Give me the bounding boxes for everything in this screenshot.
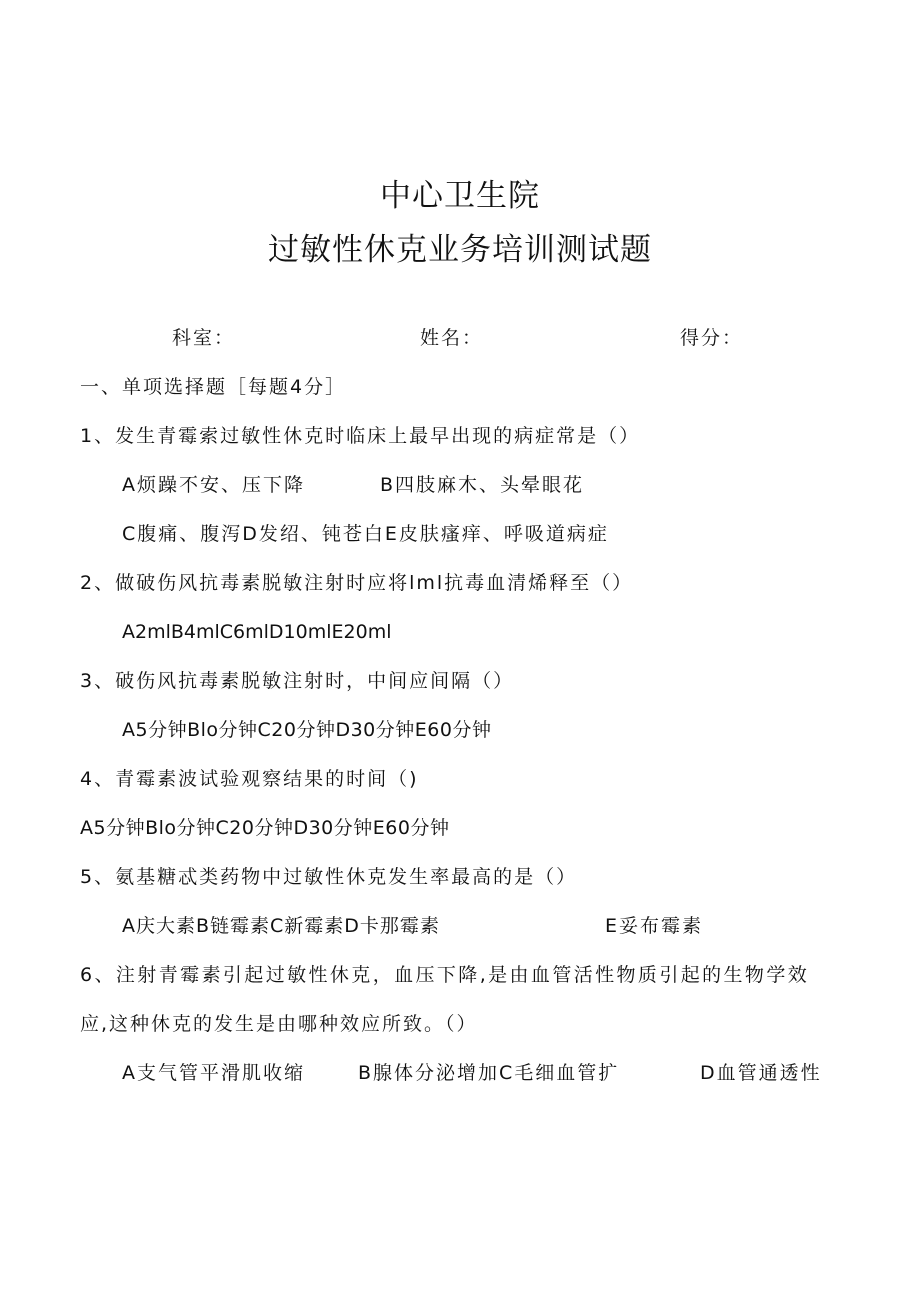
question-4-stem: 4、青霉素波试验观察结果的时间（) <box>80 768 419 790</box>
question-2-options: A2mlB4mlC6mlD10mlE20ml <box>122 621 392 643</box>
score-label: 得分： <box>680 327 744 349</box>
question-2-stem: 2、做破伤风抗毒素脱敏注射时应将lml抗毒血清烯释至（） <box>80 572 634 594</box>
question-6-option-a: A支气管平滑肌收缩 <box>122 1062 305 1084</box>
hospital-title: 中心卫生院 <box>380 178 540 214</box>
question-6-option-bc: B腺体分泌增加C毛细血管扩 <box>358 1062 620 1084</box>
question-6-option-d: D血管通透性 <box>700 1062 822 1084</box>
question-3-options: A5分钟Blo分钟C20分钟D30分钟E60分钟 <box>122 719 492 741</box>
exam-title: 过敏性休克业务培训测试题 <box>268 232 652 268</box>
question-5-stem: 5、氨基糖忒类药物中过敏性休克发生率最高的是（） <box>80 866 578 888</box>
question-1-options-b: B四肢麻木、头晕眼花 <box>380 474 585 496</box>
department-label: 科室： <box>172 327 236 349</box>
question-1-stem: 1、发生青霉索过敏性休克时临床上最早出现的病症常是（） <box>80 425 641 447</box>
question-3-stem: 3、破伤风抗毒素脱敏注射时，中间应间隔（） <box>80 670 515 692</box>
question-1-options-cde: C腹痛、腹泻D发绍、钝苍白E皮肤瘙痒、呼吸道病症 <box>122 523 609 545</box>
question-1-options-a: A烦躁不安、压下降 <box>122 474 305 496</box>
question-5-options-abcd: A庆大素B链霉素C新霉素D卡那霉素 <box>122 915 440 937</box>
question-5-option-e: E妥布霉素 <box>605 915 704 937</box>
question-4-options: A5分钟Blo分钟C20分钟D30分钟E60分钟 <box>80 817 450 839</box>
name-label: 姓名： <box>420 327 484 349</box>
section-heading: 一、单项选择题［每题4分］ <box>80 376 347 398</box>
question-6-stem-line2: 应,这种休克的发生是由哪种效应所致。（） <box>80 1013 478 1035</box>
question-6-stem-line1: 6、注射青霉素引起过敏性休克，血压下降,是由血管活性物质引起的生物学效 <box>80 964 810 986</box>
